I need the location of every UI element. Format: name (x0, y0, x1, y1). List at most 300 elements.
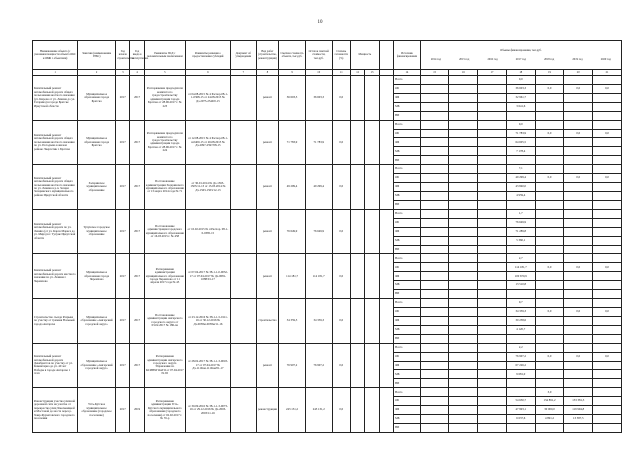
column-number: 19 (535, 70, 564, 76)
funding-value (564, 299, 593, 308)
funding-value (535, 272, 564, 281)
column-number: 7 (230, 70, 256, 76)
header-program: Реквизиты решения о предоставлении субсидий (185, 41, 230, 70)
funding-value (449, 209, 478, 218)
source-label: МБ (394, 325, 421, 334)
funding-value (420, 200, 449, 209)
customer-name: Муниципальное образование «Ангарский городской округ» (78, 299, 116, 344)
funding-value (420, 191, 449, 200)
column-number: 2 (78, 70, 116, 76)
capacity-unit (351, 120, 365, 165)
psd-requisites: Распоряжение администрации Усть-Кутского муниципального образования (городского поселения) от 02.02.2017 г. № 35-р (144, 388, 185, 433)
funding-value (449, 147, 478, 156)
capacity-unit (351, 76, 365, 121)
source-label: ВИ (394, 423, 421, 432)
funding-value: 71 289,8 (506, 227, 535, 236)
header-volume (420, 41, 621, 70)
blank-cell (379, 254, 393, 299)
column-number: 18 (506, 70, 535, 76)
funding-value: 47 993,1 (506, 406, 535, 415)
funding-value (420, 334, 449, 343)
funding-value (449, 415, 478, 424)
funding-value (420, 388, 449, 397)
funding-value: 4 120,7 (506, 325, 535, 334)
funding-value (535, 218, 564, 227)
funding-value (449, 120, 478, 129)
funding-value (420, 281, 449, 290)
source-label: Всего (394, 343, 421, 352)
funding-value (564, 218, 593, 227)
source-label: ФБ (394, 272, 421, 281)
header-blank (379, 41, 393, 70)
funding-value (478, 406, 507, 415)
funding-value (420, 76, 449, 85)
funding-value: 0,0 (564, 352, 593, 361)
estimated-cost: 36 603,3 (279, 76, 306, 121)
subsidy-requisites: от 10.02.2015 № 4 Распор. 08-1-0-0385-15 (185, 209, 230, 254)
column-number: 10 (305, 70, 332, 76)
funding-value (564, 316, 593, 325)
estimated-cost: 76 907,2 (279, 343, 306, 388)
funding-value (478, 423, 507, 432)
funding-value (564, 93, 593, 102)
object-name: Капитальный ремонт автомобильной дороги Декабристов по участку от ул. Коминтерна до ул. 40 лет Победы в городе Ангарске 1 этап (33, 343, 78, 388)
funding-value: 3,0 (535, 388, 564, 397)
funding-value (593, 93, 622, 102)
header-end: Год ввода в эксплуатацию (130, 41, 144, 70)
funding-value (478, 227, 507, 236)
funding-value: 7 178,4 (506, 147, 535, 156)
funding-value (420, 415, 449, 424)
funding-value (564, 245, 593, 254)
readiness-percent: 0,0 (332, 76, 350, 121)
column-number: 8 (256, 70, 279, 76)
funding-value: 0,0 (535, 263, 564, 272)
funding-value (478, 218, 507, 227)
readiness-percent: 0,0 (332, 299, 350, 344)
readiness-percent: 0,0 (332, 209, 350, 254)
funding-value: 100 670,9 (506, 272, 535, 281)
funding-value (478, 156, 507, 165)
funding-value (593, 415, 622, 424)
funding-value (478, 174, 507, 183)
funding-value: 133 381,3 (564, 397, 593, 406)
end-year: 2017 (130, 120, 144, 165)
funding-value (449, 227, 478, 236)
capacity-value (365, 165, 379, 210)
funding-value: 30 238,6 (506, 316, 535, 325)
funding-value: 49 299,4 (506, 174, 535, 183)
funding-value (593, 290, 622, 299)
funding-value (535, 209, 564, 218)
source-label: ОБ (394, 352, 421, 361)
funding-value (449, 290, 478, 299)
funding-value (535, 245, 564, 254)
funding-value: 0,0 (593, 263, 622, 272)
funding-value (535, 316, 564, 325)
year-header: 2014 год (430, 58, 441, 61)
funding-value (420, 183, 449, 192)
header-work-type: Вид работ (строительство, реконструкция) (256, 41, 279, 70)
funding-value (420, 84, 449, 93)
funding-value (535, 227, 564, 236)
table-row (33, 299, 622, 308)
funding-value (535, 290, 564, 299)
funding-value (449, 406, 478, 415)
funding-value (449, 343, 478, 352)
psd-requisites: Постановление администрации городского муниципального образования от 16.03.2015 г. № 458 (144, 209, 185, 254)
funding-value (564, 370, 593, 379)
source-label: Всего (394, 254, 421, 263)
funding-value (478, 254, 507, 263)
funding-value (449, 388, 478, 397)
page-number: 10 (317, 20, 323, 25)
funding-value (478, 93, 507, 102)
capacity-value (365, 388, 379, 433)
capacity-value (365, 343, 379, 388)
capacity-unit (351, 343, 365, 388)
funding-value (449, 191, 478, 200)
funding-value (535, 111, 564, 120)
funding-value (478, 316, 507, 325)
readiness-percent: 0,0 (332, 120, 350, 165)
funding-value: 0,0 (564, 84, 593, 93)
funding-value (449, 325, 478, 334)
funding-value (478, 111, 507, 120)
funding-value: 0,7 (506, 299, 535, 308)
blank-cell (379, 76, 393, 121)
start-year: 2017 (116, 343, 130, 388)
funding-value (478, 343, 507, 352)
funding-value (593, 236, 622, 245)
funding-value (593, 361, 622, 370)
capacity-value (365, 76, 379, 121)
funding-value (449, 245, 478, 254)
funding-value (478, 325, 507, 334)
source-label: Всего (394, 165, 421, 174)
funding-value (420, 272, 449, 281)
funding-value (564, 156, 593, 165)
funding-value (449, 272, 478, 281)
funding-value (478, 191, 507, 200)
funding-value (478, 272, 507, 281)
funding-value (420, 361, 449, 370)
funding-value: 0,0 (593, 307, 622, 316)
funding-value (506, 245, 535, 254)
funding-value (478, 397, 507, 406)
source-label: ФБ (394, 316, 421, 325)
source-label: МБ (394, 191, 421, 200)
funding-value (593, 379, 622, 388)
funding-value: 71 783,9 (506, 129, 535, 138)
funding-value (449, 138, 478, 147)
capacity-unit (351, 254, 365, 299)
funding-value (593, 370, 622, 379)
psd-requisites: Постановление администрации Заларинского муниципального образования от 13 марта 2014 года № 71 (144, 165, 185, 210)
column-number: 3 (116, 70, 130, 76)
funding-value: 0,0 (564, 263, 593, 272)
work-type: ремонт (256, 165, 279, 210)
funding-value (593, 218, 622, 227)
column-number: 12 (351, 70, 365, 76)
funding-value (478, 84, 507, 93)
funding-value (535, 361, 564, 370)
customer-name: Муниципальное образование города Черемхово (78, 254, 116, 299)
funding-value (593, 209, 622, 218)
funding-value (535, 200, 564, 209)
funding-value: 4 891,2 (535, 415, 564, 424)
funding-value (478, 379, 507, 388)
end-year: 2019 (130, 388, 144, 433)
object-name: Капитальный ремонт автомобильной дороги общего пользования местного значения по ул. Ленина в р.п. Залари Заларинского муниципального района Иркутской области (33, 165, 78, 210)
funding-value (478, 361, 507, 370)
funding-value (420, 379, 449, 388)
funding-value (564, 325, 593, 334)
funding-value (506, 379, 535, 388)
object-name: Капитальный ремонт автомобильной дороги общего пользования местного значения (ул. Кирова от ул. Ленина до ул. Гагарина) в городе Братске Иркутской области (33, 76, 78, 121)
readiness-percent: 0,0 (332, 165, 350, 210)
source-label: Всего (394, 388, 421, 397)
funding-value (564, 361, 593, 370)
funding-value (420, 316, 449, 325)
approval-document (230, 209, 256, 254)
funding-value (449, 218, 478, 227)
funding-value (449, 423, 478, 432)
funding-value: 43 840,0 (506, 183, 535, 192)
funding-value: 0,0 (564, 129, 593, 138)
funding-value: 13 510,8 (506, 281, 535, 290)
table-row (33, 209, 622, 218)
funding-value (535, 93, 564, 102)
funding-value: 114 181,7 (506, 263, 535, 272)
funding-value (535, 165, 564, 174)
source-label: ВИ (394, 200, 421, 209)
funding-value (593, 334, 622, 343)
funding-value (535, 183, 564, 192)
table-row (33, 388, 622, 397)
work-type: ремонт (256, 76, 279, 121)
funding-value (420, 325, 449, 334)
funding-value (478, 102, 507, 111)
funding-value (535, 343, 564, 352)
funding-value (535, 370, 564, 379)
funding-value (564, 191, 593, 200)
funding-value: 3 641,6 (506, 102, 535, 111)
start-year: 2017 (116, 165, 130, 210)
subsidy-requisites: от 28.02.2017 № 38-1-1-3-0018-17 от 07.04.2017 № Дз-1119ам-1119ам/01-17 (185, 343, 230, 388)
approval-document (230, 388, 256, 433)
funding-value (420, 111, 449, 120)
funding-value (478, 147, 507, 156)
header-readiness: Степень готовности (%) (332, 41, 350, 70)
funding-value: 0,0 (535, 129, 564, 138)
table-row (33, 165, 622, 174)
funding-value (420, 147, 449, 156)
funding-value: 0,0 (535, 307, 564, 316)
customer-name: Муниципальное образование города Братска (78, 76, 116, 121)
blank-cell (379, 209, 393, 254)
funding-value (535, 147, 564, 156)
funding-value: 2,7 (506, 254, 535, 263)
blank-cell (379, 120, 393, 165)
funding-value (478, 120, 507, 129)
funding-value (449, 84, 478, 93)
funding-value (593, 325, 622, 334)
funding-value (478, 334, 507, 343)
funding-value (506, 423, 535, 432)
source-label: МБ (394, 281, 421, 290)
funding-value: 13 387,5 (564, 415, 593, 424)
header-volume-title: Объемы финансирования, тыс.руб. (500, 48, 542, 52)
funding-value: 0,0 (593, 174, 622, 183)
funding-value (593, 111, 622, 120)
blank-cell (379, 165, 393, 210)
column-number: 20 (564, 70, 593, 76)
funding-value (593, 227, 622, 236)
blank-cell (379, 388, 393, 433)
funding-value (420, 120, 449, 129)
funding-value (593, 406, 622, 415)
column-number: 5 (144, 70, 185, 76)
remaining-cost: 34 359,3 (305, 299, 332, 344)
funding-value (593, 147, 622, 156)
remaining-cost: 36 603,3 (305, 76, 332, 121)
funding-value (564, 236, 593, 245)
object-name: Строительство съезда Разрыва по участку от трамвая Вольный города Ангарска (33, 299, 78, 344)
funding-value: 0,0 (506, 120, 535, 129)
readiness-percent: 0,0 (332, 343, 350, 388)
funding-value (535, 138, 564, 147)
funding-value (420, 352, 449, 361)
customer-name: Тулунское городское муниципальное образование (78, 209, 116, 254)
funding-value (478, 138, 507, 147)
funding-value: 4 959,4 (506, 191, 535, 200)
funding-value (449, 129, 478, 138)
funding-value (449, 76, 478, 85)
source-label: МБ (394, 370, 421, 379)
approval-document (230, 299, 256, 344)
header-capacity: Мощность (351, 41, 380, 70)
funding-value (593, 423, 622, 432)
column-number: 4 (130, 70, 144, 76)
funding-value (420, 406, 449, 415)
funding-value (564, 254, 593, 263)
column-number: 17 (478, 70, 507, 76)
source-label: Всего (394, 209, 421, 218)
funding-value (564, 272, 593, 281)
funding-value (478, 165, 507, 174)
funding-value (564, 111, 593, 120)
funding-value (420, 129, 449, 138)
funding-value (449, 370, 478, 379)
funding-value (564, 209, 593, 218)
funding-value (535, 334, 564, 343)
end-year: 2017 (130, 76, 144, 121)
funding-value (478, 236, 507, 245)
funding-value (420, 370, 449, 379)
funding-value (535, 120, 564, 129)
source-label: МБ (394, 236, 421, 245)
funding-value: 0,0 (564, 174, 593, 183)
funding-value (535, 236, 564, 245)
funding-value (535, 156, 564, 165)
funding-value (478, 307, 507, 316)
readiness-percent: 0,0 (332, 254, 350, 299)
subsidy-requisites: от 23.12.2016 № 38-1-1-5-0111-16 от 30.12.2016 № Дз-0058м-0058м/11-16 (185, 299, 230, 344)
remaining-cost: 243 131,2 (305, 388, 332, 433)
estimated-cost: 243 131,2 (279, 388, 306, 433)
funding-value: 0,0 (593, 129, 622, 138)
funding-value (449, 165, 478, 174)
funding-value (478, 129, 507, 138)
capacity-unit (351, 299, 365, 344)
funding-value (535, 102, 564, 111)
start-year: 2017 (116, 388, 130, 433)
capacity-value (365, 299, 379, 344)
funding-value (420, 174, 449, 183)
object-name: Капитальный ремонт автомобильной дороги общего пользования местного значения по ул. Погодаева в жилом районе Энергетик г. Братска (33, 120, 78, 165)
remaining-cost: 76 649,9 (305, 209, 332, 254)
funding-value (593, 254, 622, 263)
funding-value (420, 245, 449, 254)
funding-value (420, 307, 449, 316)
year-header: 2017 год (515, 58, 526, 61)
funding-value (593, 245, 622, 254)
funding-value (449, 200, 478, 209)
funding-value (593, 183, 622, 192)
source-label: ФБ (394, 227, 421, 236)
end-year: 2017 (130, 299, 144, 344)
funding-value: 7,1 (506, 165, 535, 174)
funding-value (564, 200, 593, 209)
funding-value (506, 111, 535, 120)
funding-value (420, 299, 449, 308)
header-customer: Заказчик (наименование ГРБС) (78, 41, 116, 70)
funding-value (593, 191, 622, 200)
funding-value (449, 307, 478, 316)
funding-value: 0,0 (535, 84, 564, 93)
header-cost: Сметная стоимость объекта, тыс.руб. (279, 41, 306, 70)
capacity-value (365, 254, 379, 299)
funding-value (593, 165, 622, 174)
funding-value: 0,0 (535, 352, 564, 361)
capacity-value (365, 120, 379, 165)
start-year: 2017 (116, 209, 130, 254)
work-type: ремонт (256, 343, 279, 388)
remaining-cost: 49 299,4 (305, 165, 332, 210)
work-type: ремонт (256, 254, 279, 299)
funding-value (564, 423, 593, 432)
approval-document (230, 254, 256, 299)
funding-value (535, 76, 564, 85)
customer-name: Муниципальное образование города Братска (78, 120, 116, 165)
funding-value: 76 649,9 (506, 218, 535, 227)
funding-value (564, 147, 593, 156)
source-label: ОБ (394, 307, 421, 316)
funding-value (449, 254, 478, 263)
year-header: 2015 год (459, 58, 470, 61)
column-number: 9 (279, 70, 306, 76)
funding-value (478, 352, 507, 361)
capacity-value (365, 209, 379, 254)
source-label: ВИ (394, 334, 421, 343)
header-approval: Документ об утверждении (230, 41, 256, 70)
funding-value (420, 236, 449, 245)
funding-value (420, 156, 449, 165)
funding-value (506, 334, 535, 343)
funding-value (564, 388, 593, 397)
source-label: ВИ (394, 245, 421, 254)
